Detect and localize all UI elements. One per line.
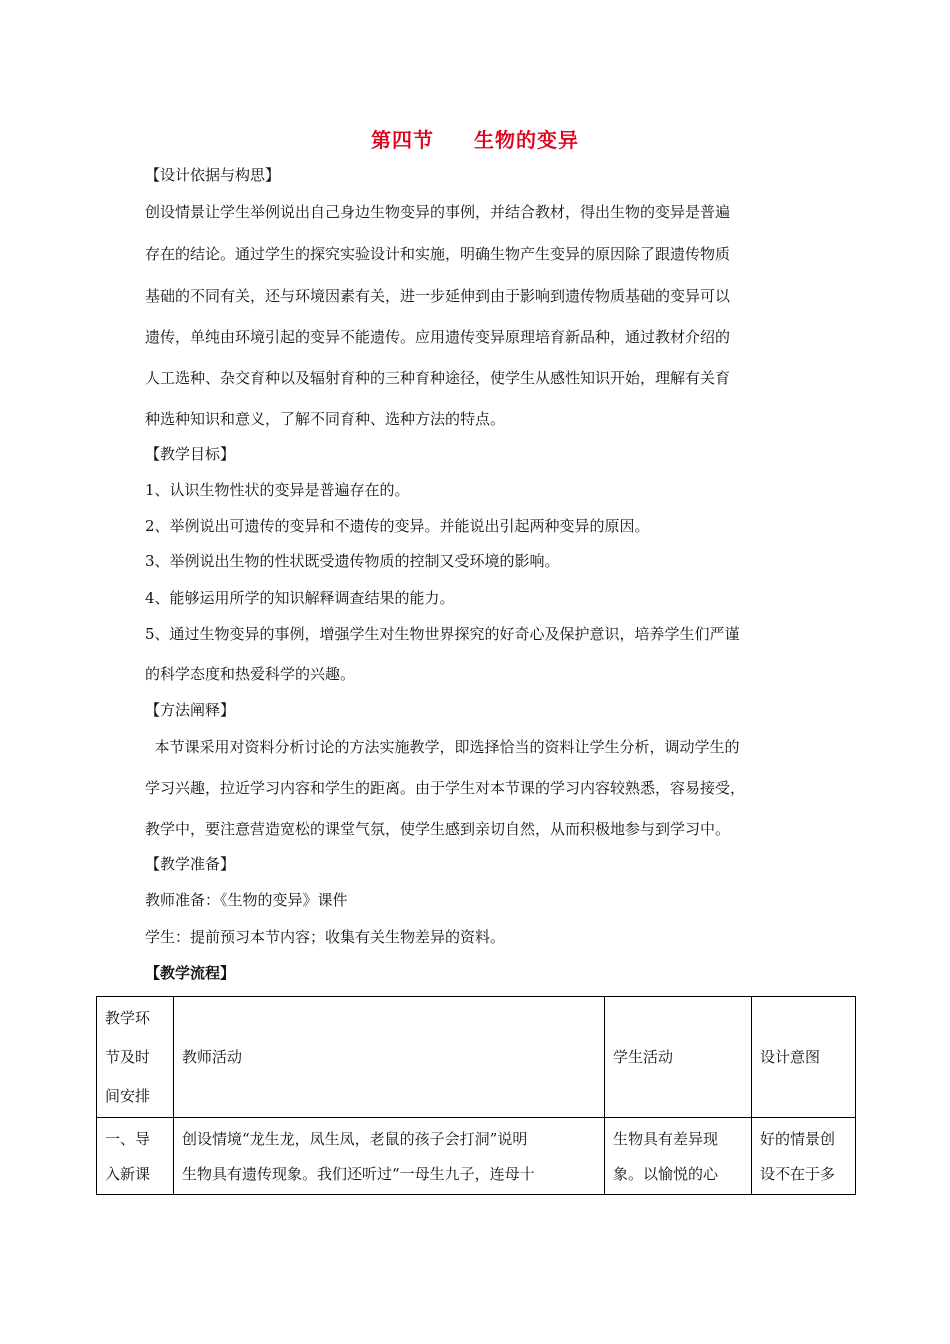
goals-heading: 【教学目标】 (145, 445, 236, 463)
page-title (0, 124, 950, 153)
row1-stage: 一、导 入新课 (97, 1118, 174, 1195)
row1-student-activity: 生物具有差异现 象。以愉悦的心 (605, 1118, 752, 1195)
header-student-activity: 学生活动 (605, 997, 752, 1118)
title-topic: 生物的变异 (474, 128, 579, 152)
goal-5-line-1: 5、通过生物变异的事例，增强学生对生物世界探究的好奇心及保护意识，培养学生们严谨 (145, 625, 740, 643)
design-line-5: 人工选种、杂交育种以及辐射育种的三种育种途径，使学生从感性知识开始，理解有关育 (145, 369, 731, 387)
design-heading: 【设计依据与构思】 (145, 166, 281, 184)
method-line-1: 本节课采用对资料分析讨论的方法实施教学，即选择恰当的资料让学生分析，调动学生的 (145, 738, 740, 756)
goal-3: 3、举例说出生物的性状既受遗传物质的控制又受环境的影响。 (145, 552, 560, 570)
method-line-2: 学习兴趣，拉近学习内容和学生的距离。由于学生对本节课的学习内容较熟悉，容易接受， (145, 779, 746, 797)
row1-teacher-activity: 创设情境“龙生龙，凤生凤，老鼠的孩子会打洞”说明 生物具有遗传现象。我们还听过“一母生九子，连母十 (174, 1118, 605, 1195)
design-line-2: 存在的结论。通过学生的探究实验设计和实施，明确生物产生变异的原因除了跟遗传物质 (145, 245, 731, 263)
design-line-4: 遗传，单纯由环境引起的变异不能遗传。应用遗传变异原理培育新品种，通过教材介绍的 (145, 328, 731, 346)
prep-teacher: 教师准备：《生物的变异》课件 (145, 891, 348, 909)
goal-2: 2、举例说出可遗传的变异和不遗传的变异。并能说出引起两种变异的原因。 (145, 517, 650, 535)
goal-5-line-2: 的科学态度和热爱科学的兴趣。 (145, 665, 356, 683)
goal-1: 1、认识生物性状的变异是普遍存在的。 (145, 481, 410, 499)
header-teacher-activity: 教师活动 (174, 997, 605, 1118)
design-line-3: 基础的不同有关，还与环境因素有关，进一步延伸到由于影响到遗传物质基础的变异可以 (145, 287, 731, 305)
design-line-1: 创设情景让学生举例说出自己身边生物变异的事例，并结合教材，得出生物的变异是普遍 (145, 203, 731, 221)
prep-student: 学生：提前预习本节内容；收集有关生物差异的资料。 (145, 928, 506, 946)
flow-heading: 【教学流程】 (145, 964, 236, 982)
table-header-row (97, 997, 856, 1118)
row1-design-intent: 好的情景创 设不在于多 (752, 1118, 856, 1195)
method-line-3: 教学中，要注意营造宽松的课堂气氛，使学生感到亲切自然，从而积极地参与到学习中。 (145, 820, 731, 838)
table-row (97, 1118, 856, 1195)
design-line-6: 种选种知识和意义，了解不同育种、选种方法的特点。 (145, 410, 506, 428)
method-heading: 【方法阐释】 (145, 701, 236, 719)
header-stage: 教学环 节及时 间安排 (97, 997, 174, 1118)
header-design-intent: 设计意图 (752, 997, 856, 1118)
goal-4: 4、能够运用所学的知识解释调查结果的能力。 (145, 589, 455, 607)
title-section-number: 第四节 (371, 128, 434, 152)
prep-heading: 【教学准备】 (145, 855, 236, 873)
teaching-flow-table (96, 996, 856, 1195)
